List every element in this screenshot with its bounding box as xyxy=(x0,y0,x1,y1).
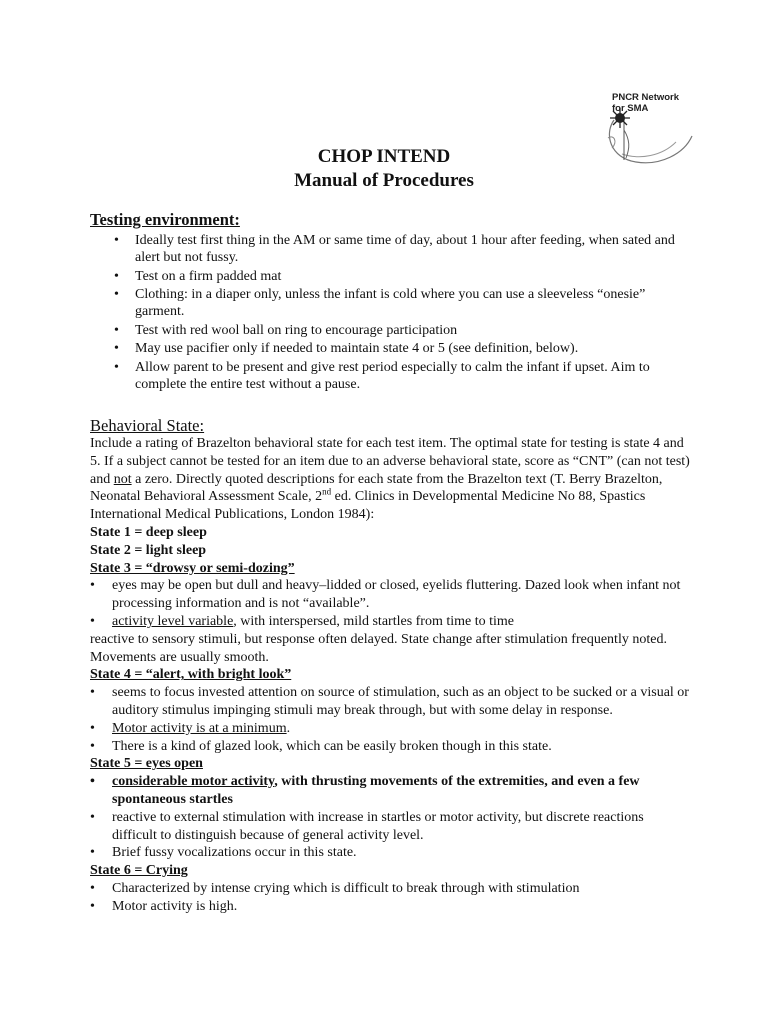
list-item: • There is a kind of glazed look, which can be easily broken though in this state. xyxy=(90,738,552,754)
list-item: • Motor activity is high. xyxy=(90,898,238,914)
bullet-icon: • xyxy=(114,359,119,375)
bullet-icon: • xyxy=(90,898,95,914)
logo-line-2: for SMA xyxy=(612,103,649,114)
list-item: • Test with red wool ball on ring to encourage participation xyxy=(114,322,458,338)
list-item: • Allow parent to be present and give rest period especially to calm the infant if upset. Aim to complete the entire test without a pause. xyxy=(114,359,650,392)
bullet-icon: • xyxy=(114,287,119,302)
testing-environment-list xyxy=(90,232,690,394)
document-title: CHOP INTEND xyxy=(317,146,451,167)
bullet-icon: • xyxy=(90,685,95,701)
behavioral-intro: Include a rating of Brazelton behavioral state for each test item. The optimal state for testing is state 4 and 5. If a subject cannot be tested for an item due to an adverse behavioral state, score as “CNT” (can not test) and not a zero. Directly quoted descriptions for each state from the Brazelton text (T. Berry Brazelton, Neonatal Behavioral Assessment Scale, 2nd ed. Clinics in Developmental Medicine No 88, Spastics International Medical Publications, London 1984): xyxy=(90,436,690,523)
bullet-icon: • xyxy=(114,268,119,284)
bullet-icon: • xyxy=(90,578,95,594)
logo-text xyxy=(612,92,679,114)
bullet-icon: • xyxy=(90,738,95,754)
state-6-heading: State 6 = Crying xyxy=(90,863,188,879)
document-subtitle: Manual of Procedures xyxy=(294,170,474,191)
state-3-description: reactive to sensory stimuli, but response often delayed. State change after stimulation frequently noted. Movements are usually smooth. xyxy=(90,631,667,665)
state-3-heading: State 3 = “drowsy or semi-dozing” xyxy=(90,560,295,576)
list-item: • reactive to external stimulation with increase in startles or motor activity, but discrete reactions difficult to distinguish because of general activity level. xyxy=(90,809,644,843)
list-item: • May use pacifier only if needed to maintain state 4 or 5 (see definition, below). xyxy=(114,341,579,356)
bullet-icon: • xyxy=(114,233,119,248)
list-item: • Brief fussy vocalizations occur in this state. xyxy=(90,845,357,861)
bullet-icon: • xyxy=(90,880,95,896)
bullet-icon: • xyxy=(114,341,119,356)
bullet-icon: • xyxy=(90,613,95,629)
logo-line-1: PNCR Network xyxy=(612,92,680,103)
list-item: • considerable motor activity, with thrusting movements of the extremities, and even a few spontaneous startles xyxy=(90,774,640,807)
list-item: • Clothing: in a diaper only, unless the infant is cold where you can use a sleeveless “onesie” garment. xyxy=(114,287,646,319)
list-item: • seems to focus invested attention on source of stimulation, such as an object to be sucked or a visual or auditory stimulus impinging stimuli may break through, but with some delay in response. xyxy=(90,685,689,718)
bullet-icon: • xyxy=(90,809,95,825)
bullet-icon: • xyxy=(90,720,95,736)
behavioral-state-heading: Behavioral State: xyxy=(90,416,205,435)
state-1-heading: State 1 = deep sleep xyxy=(90,524,207,540)
bullet-icon: • xyxy=(114,322,119,338)
state-5-heading: State 5 = eyes open xyxy=(90,756,203,772)
state-4-heading: State 4 = “alert, with bright look” xyxy=(90,667,292,683)
list-item: • Test on a firm padded mat xyxy=(114,268,282,284)
behavioral-state-section xyxy=(90,435,690,916)
list-item: • Ideally test first thing in the AM or same time of day, about 1 hour after feeding, when sated and alert but not fussy. xyxy=(114,233,675,265)
state-2-heading: State 2 = light sleep xyxy=(90,542,207,558)
list-item: • Motor activity is at a minimum. xyxy=(90,720,291,736)
bullet-icon: • xyxy=(90,774,95,790)
testing-environment-heading: Testing environment: xyxy=(90,210,240,229)
list-item: • Characterized by intense crying which is difficult to break through with stimulation xyxy=(90,880,580,896)
list-item: • eyes may be open but dull and heavy–lidded or closed, eyelids fluttering. Dazed look when infant not processing information and is not “available”. xyxy=(90,578,681,612)
bullet-icon: • xyxy=(90,845,95,861)
list-item: • activity level variable, with interspersed, mild startles from time to time xyxy=(90,613,515,629)
